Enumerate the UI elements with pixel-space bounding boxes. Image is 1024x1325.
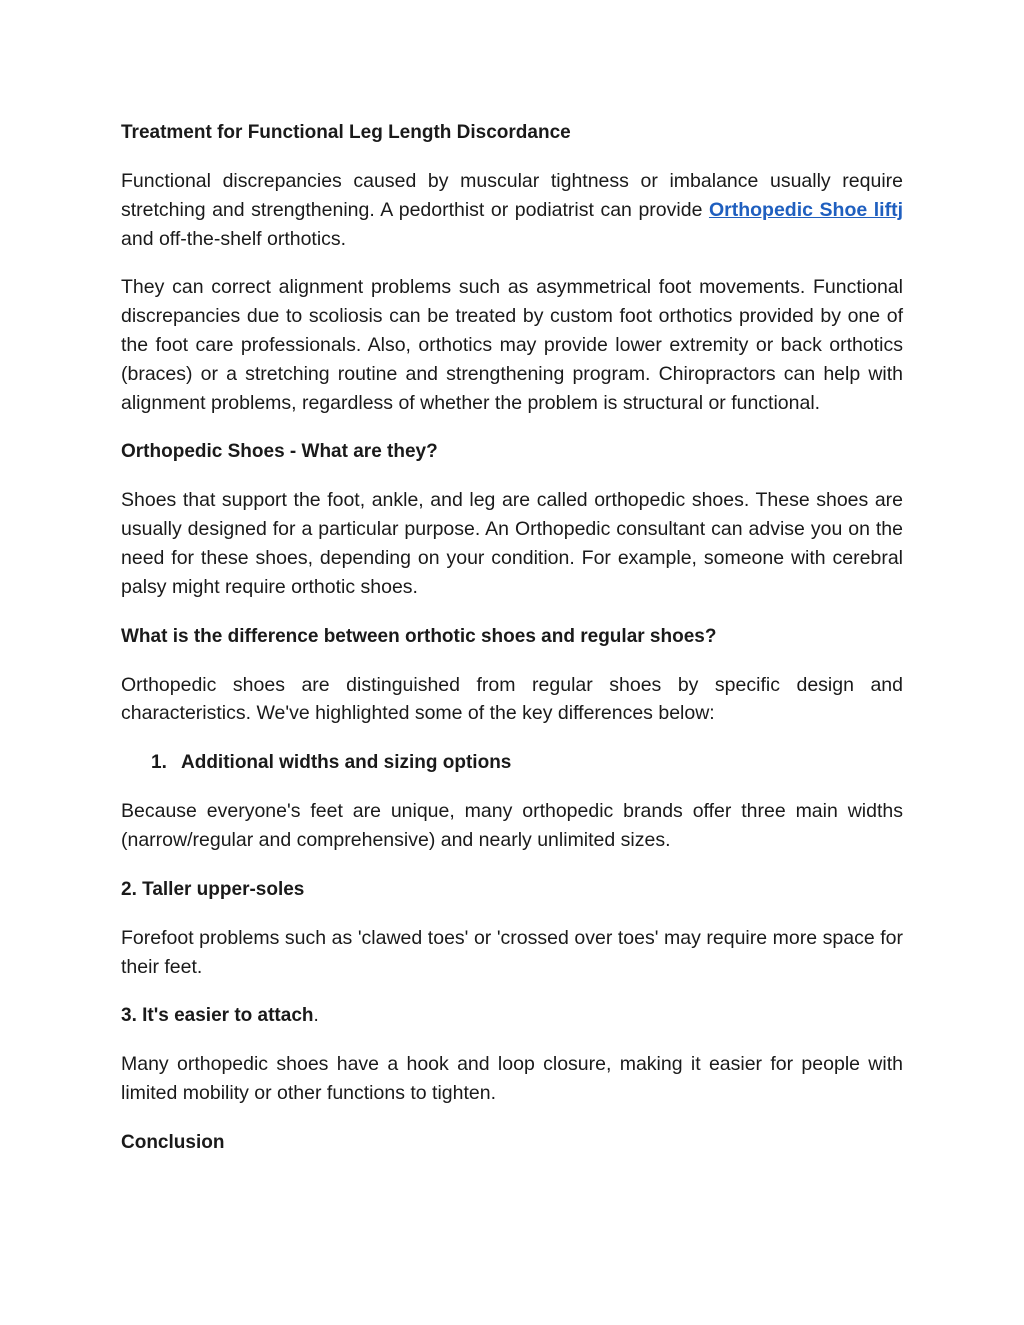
heading-difference: What is the difference between orthotic shoes and regular shoes? [121,625,717,647]
paragraph-closure: Many orthopedic shoes have a hook and loop closure, making it easier for people with limited mobility or other functions to tighten. [121,1053,903,1105]
heading-treatment: Treatment for Functional Leg Length Discordance [121,122,571,143]
heading-orthopedic-shoes: Orthopedic Shoes - What are they? [121,441,438,463]
paragraph-forefoot: Forefoot problems such as 'clawed toes' or 'crossed over toes' may require more space for their feet. [121,926,903,978]
paragraph-text: Functional discrepancies caused by muscular tightness or imbalance usually require stretching and strengthening. A pedorthist or podiatrist can provide [121,170,903,221]
list-item-widths [121,748,903,777]
paragraph-difference: Orthopedic shoes are distinguished from regular shoes by specific design and characteristics. We've highlighted some of the key differences below: [121,673,903,725]
paragraph-text: and off-the-shelf orthotics. [121,227,347,250]
paragraph-widths: Because everyone's feet are unique, many orthopedic brands offer three main widths (narrow/regular and comprehensive) and nearly unlimited sizes. [121,800,903,851]
paragraph-orthopedic-shoes: Shoes that support the foot, ankle, and leg are called orthopedic shoes. These shoes are usually designed for a particular purpose. An Orthopedic consultant can advise you on the need for these shoes, depending on your condition. For example, someone with cerebral palsy might require orthotic shoes. [121,489,903,598]
list-item-label: Additional widths and sizing options [181,752,512,774]
paragraph-alignment: They can correct alignment problems such as asymmetrical foot movements. Functional discrepancies due to scoliosis can be treated by custom foot orthotics provided by one of the foot care professionals. Also, orthotics may provide lower extremity or back orthotics (braces) or a stretching routine and strengthening program. Chiropractors can help with alignment problems, regardless of whether the problem is structural or functional. [121,276,903,414]
list-number: 1. [151,752,167,774]
heading-conclusion: Conclusion [121,1131,225,1153]
heading-taller-upper-soles: 2. Taller upper-soles [121,878,305,900]
heading-text: 3. It's easier to attach [121,1005,314,1027]
orthopedic-shoe-lift-link[interactable]: Orthopedic Shoe liftj [708,198,903,221]
document-page [121,118,903,1177]
heading-period: . [313,1005,319,1027]
heading-easier-to-attach [121,1001,903,1030]
paragraph-functional-discrepancies [121,167,903,253]
